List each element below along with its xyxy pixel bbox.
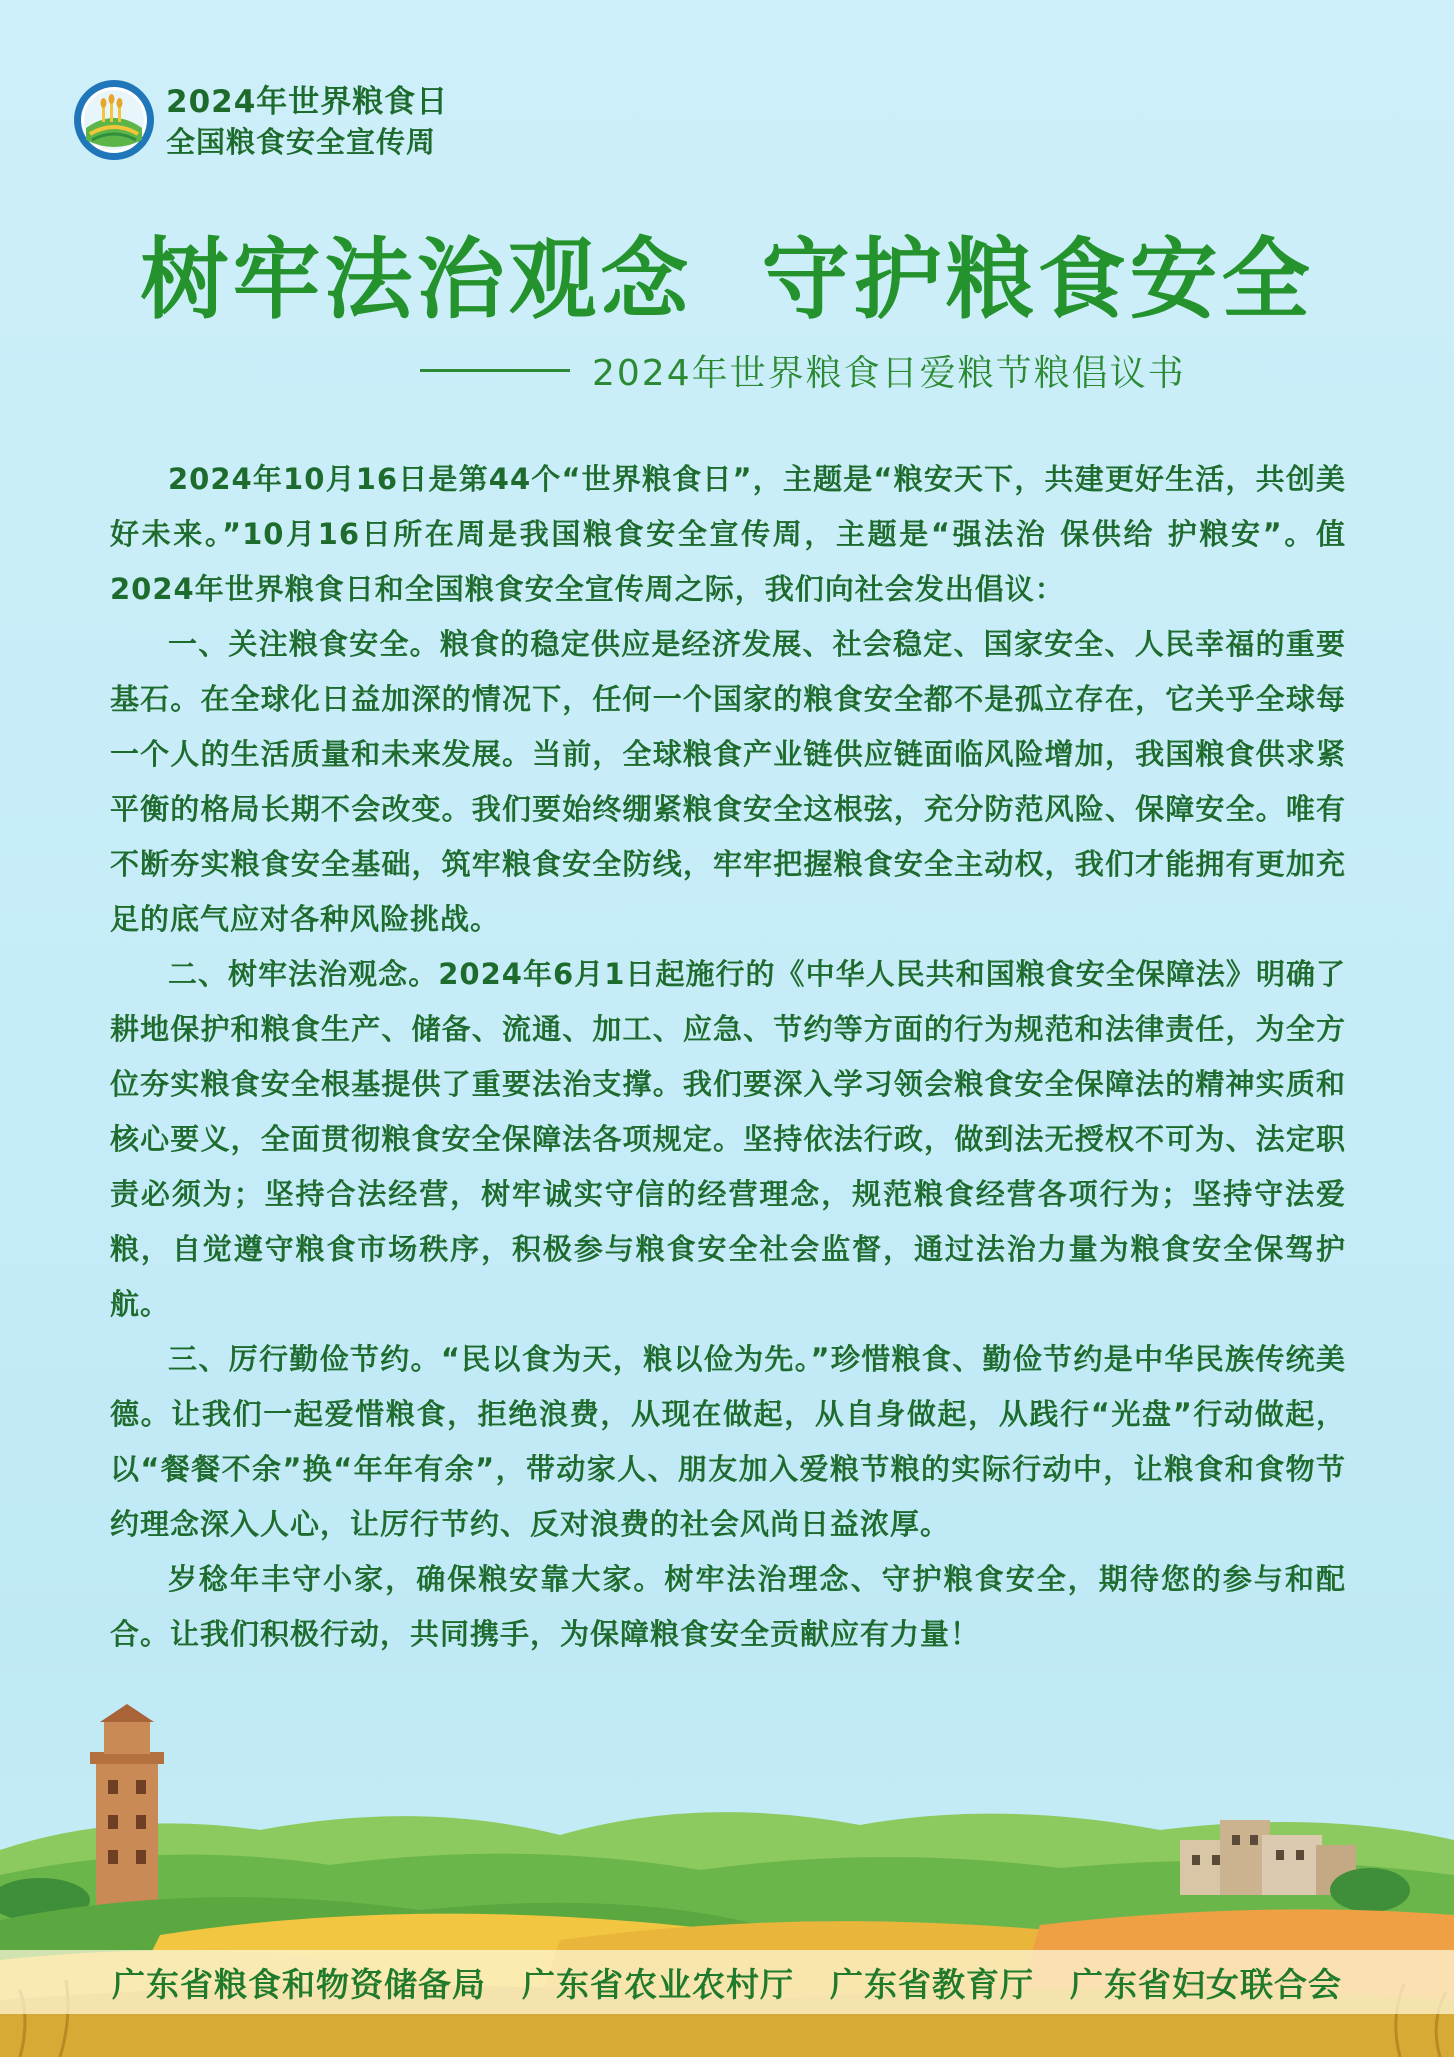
paragraph-intro: 2024年10月16日是第44个“世界粮食日”，主题是“粮安天下，共建更好生活，共创美好未来。”10月16日所在周是我国粮食安全宣传周，主题是“强法治 保供给 护粮安”。值2024年世界粮食日和全国粮食安全宣传周之际，我们向社会发出倡议：	[110, 462, 1346, 606]
proposal-body	[110, 452, 1346, 1662]
org-womens-federation: 广东省妇女联合会	[1070, 1964, 1342, 2004]
event-name-line2: 全国粮食安全宣传周	[166, 125, 437, 159]
world-food-day-logo	[72, 78, 156, 162]
event-name-line1: 2024年世界粮食日	[166, 84, 449, 120]
org-agriculture-department: 广东省农业农村厅	[522, 1964, 794, 2004]
paragraph-point-1: 一、关注粮食安全。粮食的稳定供应是经济发展、社会稳定、国家安全、人民幸福的重要基石。在全球化日益加深的情况下，任何一个国家的粮食安全都不是孤立存在，它关乎全球每一个人的生活质量和未来发展。当前，全球粮食产业链供应链面临风险增加，我国粮食供求紧平衡的格局长期不会改变。我们要始终绷紧粮食安全这根弦，充分防范风险、保障安全。唯有不断夯实粮食安全基础，筑牢粮食安全防线，牢牢把握粮食安全主动权，我们才能拥有更加充足的底气应对各种风险挑战。	[110, 627, 1346, 936]
org-grain-reserves-bureau: 广东省粮食和物资储备局	[112, 1964, 486, 2004]
event-header	[166, 82, 448, 162]
org-education-department: 广东省教育厅	[830, 1964, 1034, 2004]
issuing-organizations	[0, 1950, 1454, 2014]
paragraph-closing: 岁稔年丰守小家，确保粮安靠大家。树牢法治理念、守护粮食安全，期待您的参与和配合。让我们积极行动，共同携手，为保障粮食安全贡献应有力量！	[110, 1562, 1346, 1651]
main-title: 树牢法治观念 守护粮食安全	[140, 228, 1314, 331]
watchtower-icon	[90, 1704, 164, 1910]
paragraph-point-3: 三、厉行勤俭节约。“民以食为天，粮以俭为先。”珍惜粮食、勤俭节约是中华民族传统美德。让我们一起爱惜粮食，拒绝浪费，从现在做起，从自身做起，从践行“光盘”行动做起，以“餐餐不余”换“年年有余”，带动家人、朋友加入爱粮节粮的实际行动中，让粮食和食物节约理念深入人心，让厉行节约、反对浪费的社会风尚日益浓厚。	[110, 1342, 1346, 1541]
subtitle-dash	[420, 369, 570, 372]
subtitle-block	[420, 345, 1320, 396]
subtitle-text: 2024年世界粮食日爱粮节粮倡议书	[592, 353, 1186, 394]
paragraph-point-2: 二、树牢法治观念。2024年6月1日起施行的《中华人民共和国粮食安全保障法》明确了耕地保护和粮食生产、储备、流通、加工、应急、节约等方面的行为规范和法律责任，为全方位夯实粮食安全根基提供了重要法治支撑。我们要深入学习领会粮食安全保障法的精神实质和核心要义，全面贯彻粮食安全保障法各项规定。坚持依法行政，做到法无授权不可为、法定职责必须为；坚持合法经营，树牢诚实守信的经营理念，规范粮食经营各项行为；坚持守法爱粮，自觉遵守粮食市场秩序，积极参与粮食安全社会监督，通过法治力量为粮食安全保驾护航。	[110, 957, 1346, 1321]
